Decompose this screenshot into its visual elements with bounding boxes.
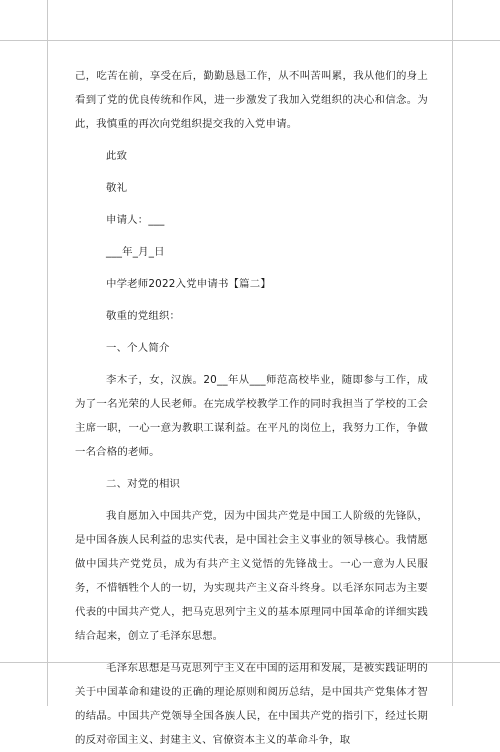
regards-line: 敬礼 <box>106 182 128 194</box>
closing-paragraph: 己，吃苦在前，享受在后，勤勤恳恳工作，从不叫苦叫累，我从他们的身上看到了党的优良传统和作风，进一步激发了我加入党组织的决心和信念。为此，我慎重的再次向党组织提交我的入党申请。 <box>75 70 428 130</box>
document-body <box>75 64 428 752</box>
greeting-line: 敬重的党组织： <box>106 310 181 322</box>
salute-line: 此致 <box>106 150 128 162</box>
page-margin-line-top <box>0 40 500 41</box>
paragraph-personal-intro: 李木子，女，汉族。20__年从___师范高校毕业，随即参与工作，成为了一名光荣的人民老师。在完成学校教学工作的同时我担当了学校的工会主席一职，一心一意为教职工谋利益。在平凡的岗位上，我努力工作，争做一名合格的老师。 <box>75 374 428 458</box>
heading-party-understanding: 二、对党的相识 <box>106 478 181 490</box>
applicant-line: 申请人：___ <box>106 214 165 226</box>
page-margin-line-right <box>452 0 453 706</box>
paragraph-party-understanding: 我自愿加入中国共产党，因为中国共产党是中国工人阶级的先锋队，是中国各族人民利益的忠实代表，是中国社会主义事业的领导核心。我情愿做中国共产党党员，成为有共产主义觉悟的先锋战士。一心一意为人民服务，不惜牺牲个人的一切，为实现共产主义奋斗终身。以毛泽东同志为主要代表的中国共产党人，把马克思列宁主义的基本原理同中国革命的详细实践结合起来，创立了毛泽东思想。 <box>75 510 428 642</box>
paragraph-mao-thought: 毛泽东思想是马克思列宁主义在中国的运用和发展，是被实践证明的关于中国革命和建设的正确的理论原则和阅历总结，是中国共产党集体才智的结晶。中国共产党领导全国各族人民，在中国共产党的指引下，经过长期的反对帝国主义、封建主义、官僚资本主义的革命斗争，取 <box>75 662 428 746</box>
heading-personal-intro: 一、个人简介 <box>106 342 170 354</box>
section-title: 中学老师2022入党申请书【篇二】 <box>106 278 271 290</box>
date-line: ___年_月_日 <box>106 246 165 258</box>
page-margin-line-left <box>47 0 48 706</box>
